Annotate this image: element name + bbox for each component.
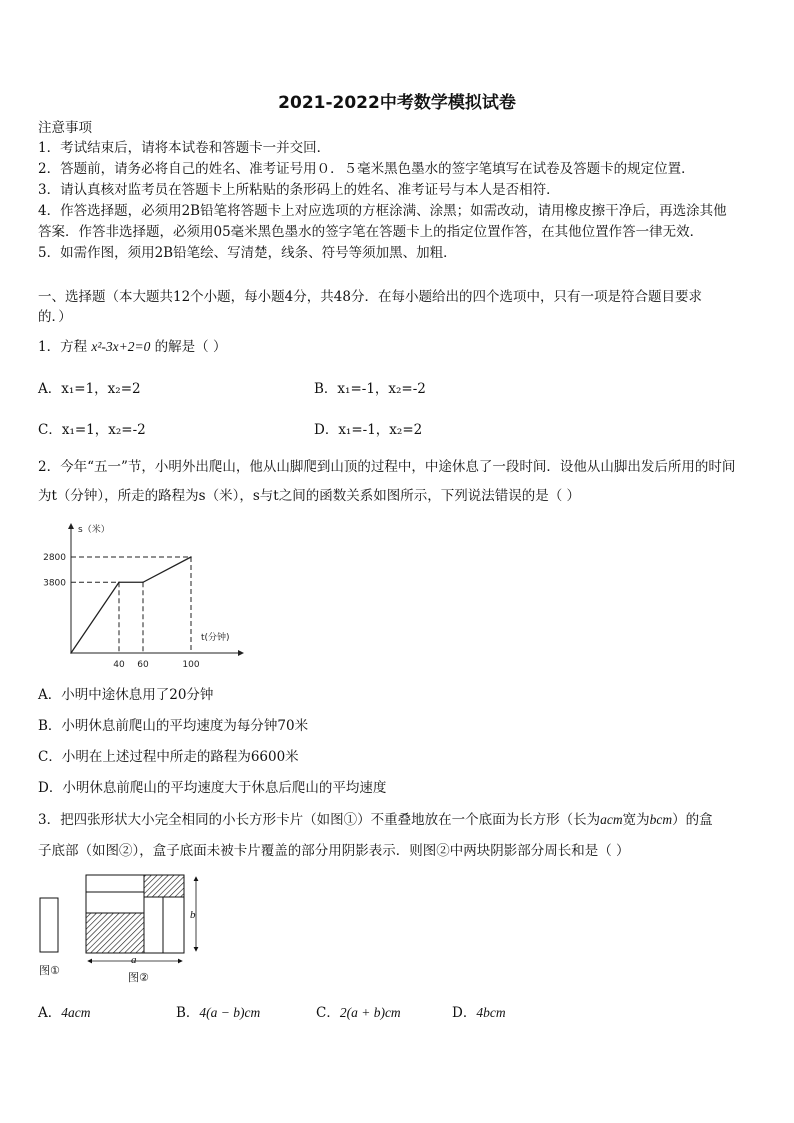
x-axis-label: t(分钟) [201,633,230,643]
page-title: 2021-2022中考数学模拟试卷 [278,93,516,113]
q2-option-c[interactable]: C．小明在上述过程中所走的路程为6600米 [38,749,299,765]
x-tick-label: 40 [113,660,125,670]
data-point [70,652,72,654]
q3-option-a-value: 4acm [61,1005,91,1020]
q2-option-d[interactable]: D．小明休息前爬山的平均速度大于休息后爬山的平均速度 [38,780,387,796]
y-axis-label: s（米） [78,525,110,535]
q3-bcm: bcm [649,812,673,827]
q3-option-b-value: 4(a − b)cm [199,1005,261,1020]
q1-stem-suffix: 的解是（ ） [150,339,227,355]
notice-item-4: 4．作答选择题，必须用2B铅笔将答题卡上对应选项的方框涂满、涂黑；如需改动，请用橡皮擦干净后，再选涂其他 [38,203,727,219]
y-tick-label: 2800 [43,553,66,564]
data-point [142,581,144,583]
q3-option-d-prefix: D． [452,1005,477,1021]
q1-option-a[interactable]: A．x₁=1，x₂=2 [38,381,141,397]
shaded-region-top-right [144,875,184,897]
q3-option-a[interactable] [38,1004,91,1022]
q1-stem [38,338,226,356]
q1-option-c[interactable]: C．x₁=1，x₂=-2 [38,422,146,438]
q3-option-c-prefix: C． [316,1005,340,1021]
q2-option-a[interactable]: A．小明中途休息用了20分钟 [38,687,214,703]
q3-option-d-value: 4bcm [476,1005,506,1020]
notice-heading: 注意事项 [38,120,92,136]
x-tick-label: 60 [137,660,149,670]
q2-graph [38,518,248,673]
data-point [190,556,192,558]
q1-stem-prefix: 1．方程 [38,339,92,355]
notice-item-2: 2．答题前，请务必将自己的姓名、准考证号用０．５毫米黑色墨水的签字笔填写在试卷及答题卡的规定位置． [38,161,695,177]
q3-option-d[interactable] [452,1004,506,1022]
figure-2-label: 图② [128,971,149,984]
section-heading: 一、选择题（本大题共12个小题，每小题4分，共48分．在每小题给出的四个选项中，只有一项是符合题目要求 [38,289,702,305]
q1-equation: x²-3x+2=0 [91,339,151,354]
q3-option-a-prefix: A． [38,1005,62,1021]
card-horizontal-1 [86,875,144,892]
q3-stem-line1 [38,811,713,829]
q3-stem-prefix: 3．把四张形状大小完全相同的小长方形卡片（如图①）不重叠地放在一个底面为长方形（长为 [38,812,601,828]
q2-option-b[interactable]: B．小明休息前爬山的平均速度为每分钟70米 [38,718,309,734]
q3-stem-mid: 宽为 [622,812,650,828]
figure-1-label: 图① [39,964,60,977]
notice-item-3: 3．请认真核对监考员在答题卡上所粘贴的条形码上的姓名、准考证号与本人是否相符． [38,182,560,198]
dimension-b-label: b [190,909,196,921]
q3-figures [30,866,220,988]
q1-option-b[interactable]: B．x₁=-1，x₂=-2 [314,381,426,397]
q3-acm: acm [600,812,623,827]
section-heading-cont: 的．） [38,309,72,325]
x-tick-label: 100 [182,660,200,670]
q3-option-b[interactable] [176,1004,260,1022]
dimension-a-label: a [131,954,137,966]
card-horizontal-2 [86,892,144,913]
card-vertical-2 [163,897,184,953]
data-point [118,581,120,583]
q3-option-c-value: 2(a + b)cm [339,1005,401,1020]
series-line-distance [71,557,191,653]
q2-stem-line2: 为t（分钟），所走的路程为s（米），s与t之间的函数关系如图所示，下列说法错误的是（ ） [38,488,580,504]
card-figure-1 [40,898,58,952]
q1-option-d[interactable]: D．x₁=-1，x₂=2 [314,422,423,438]
q3-option-b-prefix: B． [176,1005,200,1021]
q3-stem-line2: 子底部（如图②），盒子底面未被卡片覆盖的部分用阴影表示．则图②中两块阴影部分周长和是（ ） [38,843,630,859]
q2-stem-line1: 2．今年“五一”节，小明外出爬山，他从山脚爬到山顶的过程中，中途休息了一段时间．设他从山脚出发后所用的时间 [38,459,736,475]
y-tick-label: 3800 [43,578,66,589]
shaded-region-left [86,913,144,953]
card-vertical-1 [144,897,163,953]
notice-item-5: 5．如需作图，须用2B铅笔绘、写清楚，线条、符号等须加黑、加粗． [38,245,457,261]
notice-item-4-cont: 答案．作答非选择题，必须用05毫米黑色墨水的签字笔在答题卡上的指定位置作答，在其他位置作答一律无效． [38,224,704,240]
notice-item-1: 1．考试结束后，请将本试卷和答题卡一并交回． [38,140,331,156]
q3-option-c[interactable] [316,1004,401,1022]
q3-stem-suffix: ）的盒 [672,812,713,828]
